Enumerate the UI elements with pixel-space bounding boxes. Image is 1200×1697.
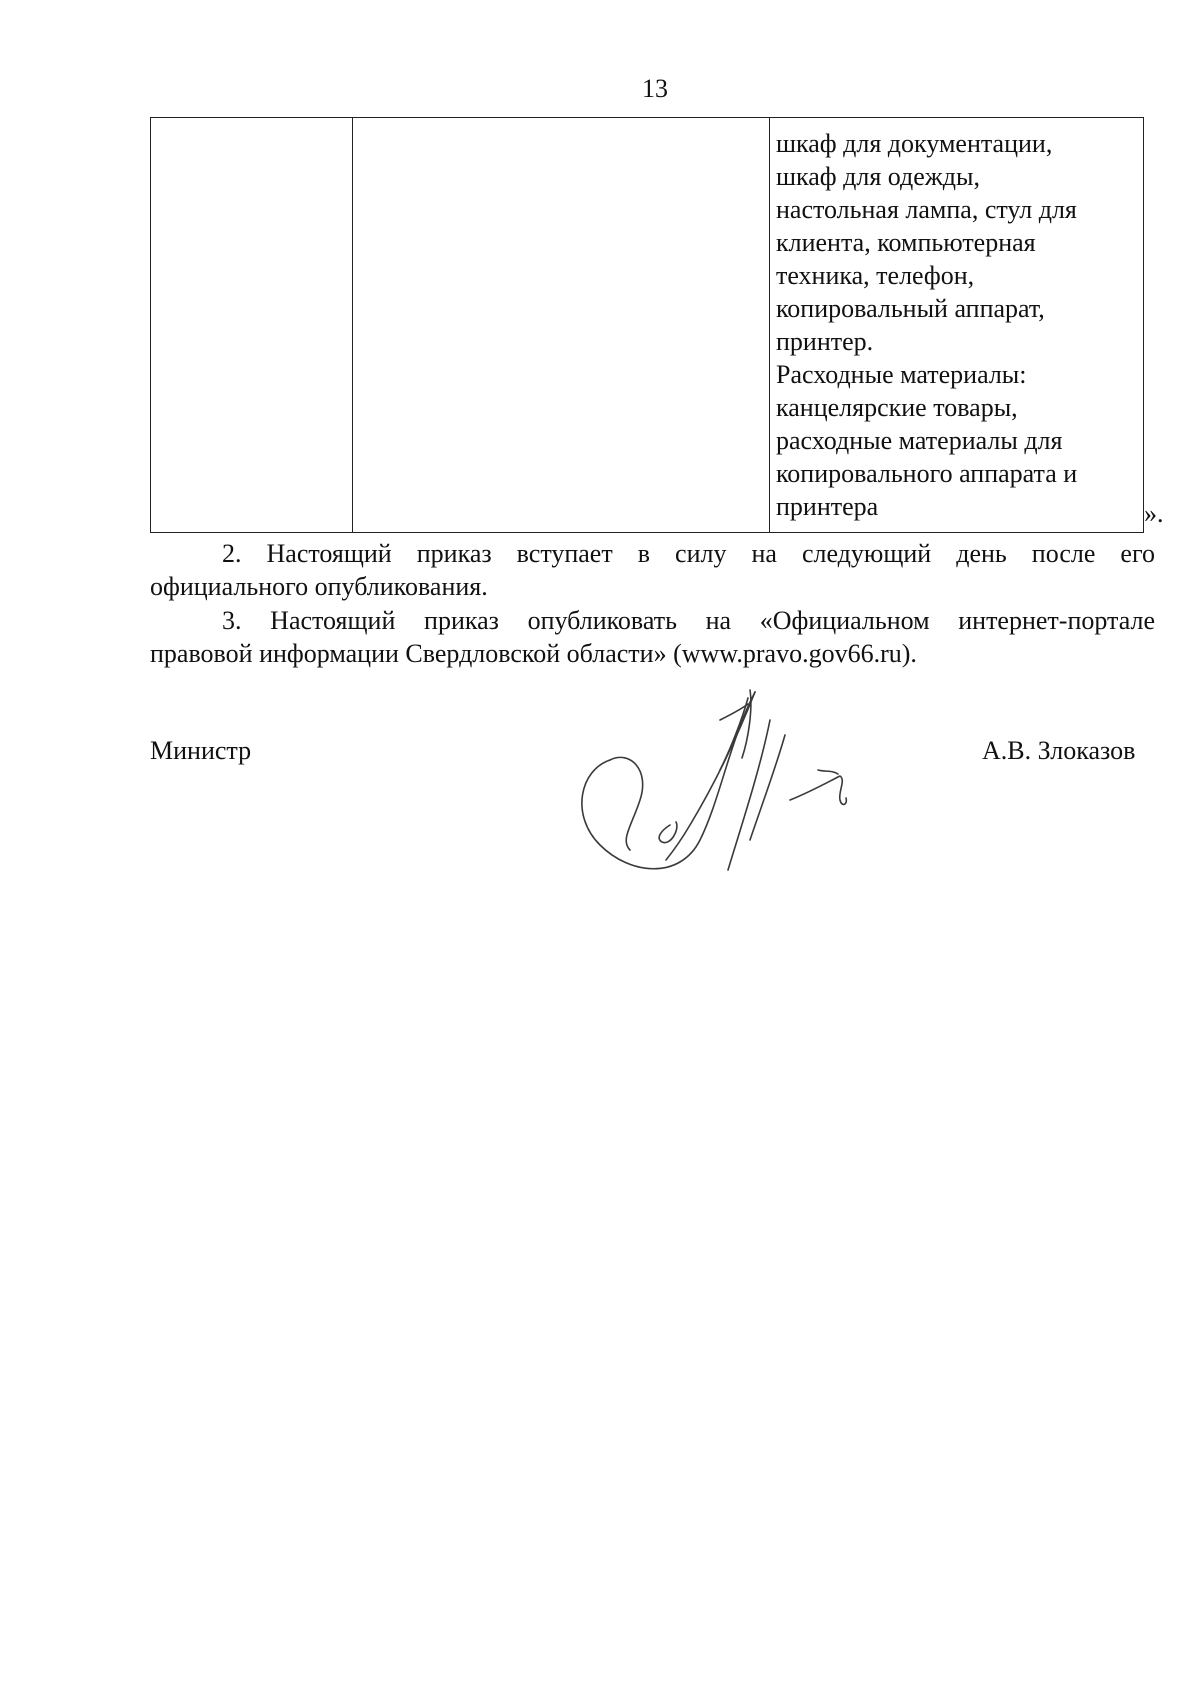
cell-line: расходные материалы для — [776, 426, 1063, 455]
paragraph-line: 2. Настоящий приказ вступает в силу на следующий день после его — [222, 539, 1155, 568]
cell-line: канцелярские товары, — [776, 393, 1018, 422]
handwritten-signature — [570, 680, 870, 890]
cell-line: шкаф для документации, — [776, 129, 1053, 158]
paragraph-line: правовой информации Свердловской области» (www.pravo.gov66.ru). — [150, 639, 917, 668]
cell-line: клиента, компьютерная — [776, 228, 1036, 257]
closing-quote-mark: ». — [1144, 499, 1164, 528]
signatory-position: Министр — [150, 736, 252, 765]
cell-line: шкаф для одежды, — [776, 162, 980, 191]
signatory-name: А.В. Злоказов — [982, 736, 1136, 765]
resource-table — [150, 117, 1144, 533]
table-column-divider-2 — [769, 118, 770, 532]
cell-line: копировального аппарата и — [776, 459, 1078, 488]
paragraph-3 — [150, 604, 1155, 670]
table-column-divider-1 — [352, 118, 353, 532]
paragraph-line: официального опубликования. — [150, 572, 488, 601]
paragraph-line: 3. Настоящий приказ опубликовать на «Официальном интернет-портале — [222, 606, 1155, 635]
cell-line: принтер. — [776, 327, 874, 356]
page-number: 13 — [642, 74, 668, 103]
paragraph-2 — [150, 537, 1155, 603]
cell-line: Расходные материалы: — [776, 360, 1027, 389]
cell-line: настольная лампа, стул для — [776, 195, 1077, 224]
cell-line: копировальный аппарат, — [776, 294, 1045, 323]
cell-line: принтера — [776, 492, 879, 521]
table-cell-equipment — [776, 127, 1126, 523]
cell-line: техника, телефон, — [776, 261, 975, 290]
